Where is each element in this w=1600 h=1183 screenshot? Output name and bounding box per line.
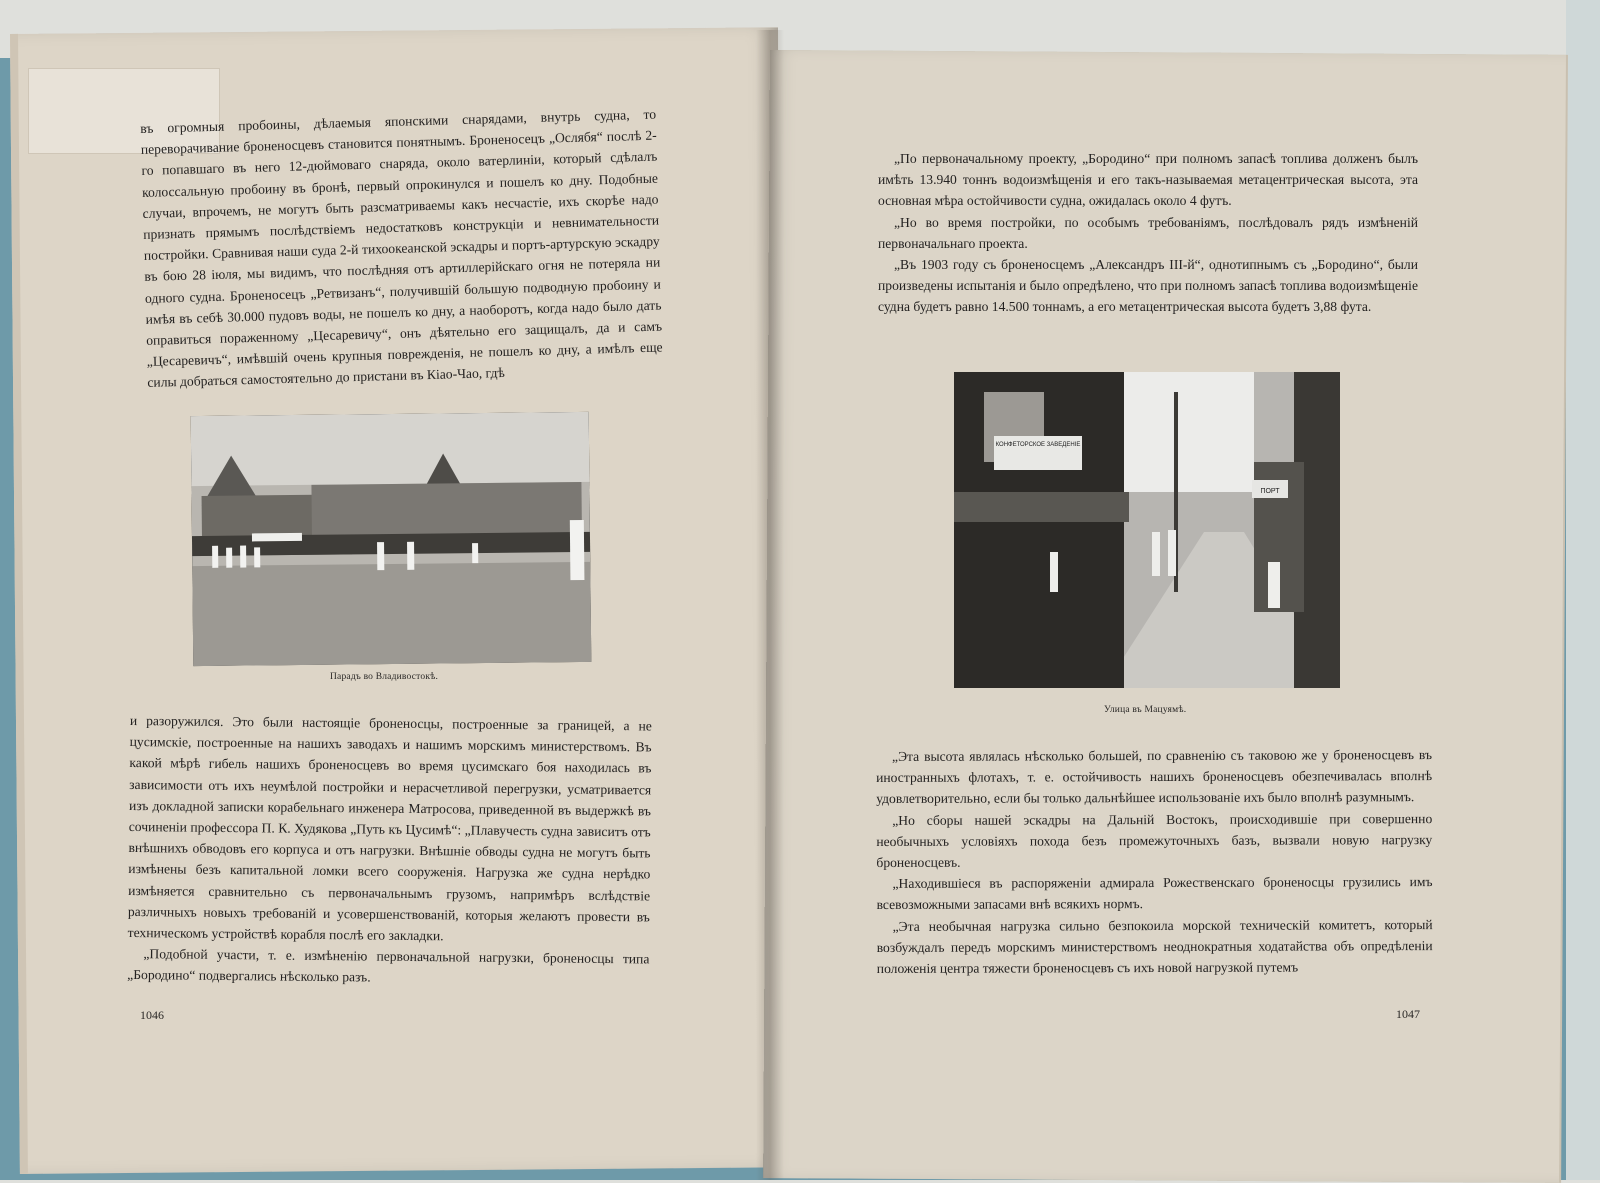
right-sign-text: ПОРТ	[1260, 488, 1280, 495]
shop-sign-text: КОНФЕТОРСКОЕ ЗАВЕДЕНІЕ	[995, 442, 1081, 448]
left-page-number: 1046	[140, 1008, 164, 1022]
right-top-paragraph-2: „Но во время постройки, по особымъ требованіямъ, послѣдовалъ рядъ измѣненій первоначальнаго проекта.	[878, 214, 1418, 251]
left-top-text	[140, 104, 663, 394]
right-bottom-text	[876, 744, 1433, 979]
left-bottom-paragraph-1: и разоружился. Это были настоящіе броненосцы, построенные за границей, а не цусимскіе, построенные на нашихъ заводахъ и нашимъ морскимъ министерствомъ. Въ какой мѣрѣ гибель нашихъ броненосцевъ во время цусимскаго боя находилась въ зависимости отъ ихъ неумѣлой постройки и нерасчетливой перегрузки, усматривается изъ докладной записки корабельнаго инженера Матросова, приведенной въ выдержкѣ въ сочиненіи профессора П. К. Худякова „Путь къ Цусимѣ“: „Плавучесть судна зависитъ отъ внѣшнихъ обводовъ его корпуса и отъ нагрузки. Внѣшніе обводы судна не могутъ быть измѣнены безъ капитальной ломки всего сооруженія. Нагрузка же судна нерѣдко измѣняется сравнительно съ первоначальнымъ грузомъ, напримѣръ вслѣдствіе различныхъ новыхъ требованій и усовершенствованій, которыя желаютъ провести въ техническомъ устройствѣ корабля послѣ его закладки.	[127, 712, 652, 944]
background-surface	[1566, 0, 1600, 1180]
right-bottom-paragraph-3: „Находившіеся въ распоряженіи адмирала Рожественскаго броненосцы грузились имъ всевозможными запасами внѣ всякихъ нормъ.	[876, 874, 1433, 913]
right-top-text	[878, 148, 1418, 318]
left-bottom-paragraph-2: „Подобной участи, т. е. измѣненію первоначальной нагрузки, броненосцы типа „Бородино“ подвергались нѣсколько разъ.	[127, 946, 650, 985]
parade-photo-caption: Парадъ во Владивостокѣ.	[330, 672, 439, 682]
parade-photo	[191, 412, 592, 666]
left-top-paragraph: въ огромныя пробоины, дѣлаемыя японскими снарядами, внутрь судна, то переворачивание броненосцевъ становится понятнымъ. Броненосецъ „Ослябя“ послѣ 2-го попавшаго въ него 12-дюймоваго снаряда, около ватерлиніи, который сдѣлалъ колоссальную пробоину въ бронѣ, первый опрокинулся и пошелъ ко дну. Подобные случаи, впрочемъ, не могутъ быть разсматриваемы какъ несчастіе, ихъ скорѣе надо признать прямымъ послѣдствіемъ недостатковъ конструкціи и невнимательности постройки. Сравнивая наши суда 2-й тихоокеанской эскадры и портъ-артурскую эскадру въ бою 28 іюля, мы видимъ, что послѣдняя отъ артиллерійскаго огня не потеряла ни одного судна. Броненосецъ „Ретвизанъ“, получившій большую подводную пробоину и имѣя въ себѣ 30.000 пудовъ воды, не пошелъ ко дну, а наоборотъ, когда надо было дать оправиться пораженному „Цесаревичу“, онъ дѣятельно его защищалъ, да и самъ „Цесаревичъ“, имѣвшій очень крупныя поврежденія, не пошелъ ко дну, а имѣлъ еще силы добраться самостоятельно до пристани въ Кіао-Чао, гдѣ	[140, 106, 663, 391]
left-bottom-text	[127, 710, 652, 991]
right-bottom-paragraph-4: „Эта необычная нагрузка сильно безпокоила морской техническій комитетъ, который возбуждалъ передъ морскимъ министерствомъ неоднократныя ходатайства объ опредѣленіи положенія центра тяжести броненосцевъ съ ихъ новой нагрузкой путемъ	[876, 916, 1433, 977]
street-photo-caption: Улица въ Мацуямѣ.	[1104, 705, 1187, 715]
right-bottom-paragraph-1: „Эта высота являлась нѣсколько большей, по сравненію съ таковою же у броненосцевъ въ иностранныхъ флотахъ, т. е. остойчивость нашихъ броненосцевъ обезпечивалась вполнѣ удовлетворительно, если бы только дальнѣйшее использованіе ихъ было вполнѣ разумнымъ.	[876, 747, 1433, 807]
right-bottom-paragraph-2: „Но сборы нашей эскадры на Дальній Востокъ, происходившіе при совершенно необычныхъ условіяхъ похода безъ промежуточныхъ базъ, вызвали новую нагрузку броненосцевъ.	[876, 810, 1433, 871]
street-photo	[954, 372, 1340, 688]
right-top-paragraph-1: „По первоначальному проекту, „Бородино“ при полномъ запасѣ топлива долженъ былъ имѣть 13.940 тоннъ водоизмѣщенія и его такъ-называемая метацентрическая высота, эта основная мѣра остойчивости судна, ожидалась около 4 футъ.	[878, 151, 1418, 209]
right-page-number: 1047	[1396, 1007, 1420, 1021]
book-gutter	[756, 30, 784, 1180]
right-top-paragraph-3: „Въ 1903 году съ броненосцемъ „Александръ III-й“, однотипнымъ съ „Бородино“, были произведены испытанія и было опредѣлено, что при полномъ запасѣ топлива водоизмѣщеніе судна будетъ равно 14.500 тоннамъ, а его метацентрическая высота будетъ 3,88 фута.	[878, 257, 1418, 315]
